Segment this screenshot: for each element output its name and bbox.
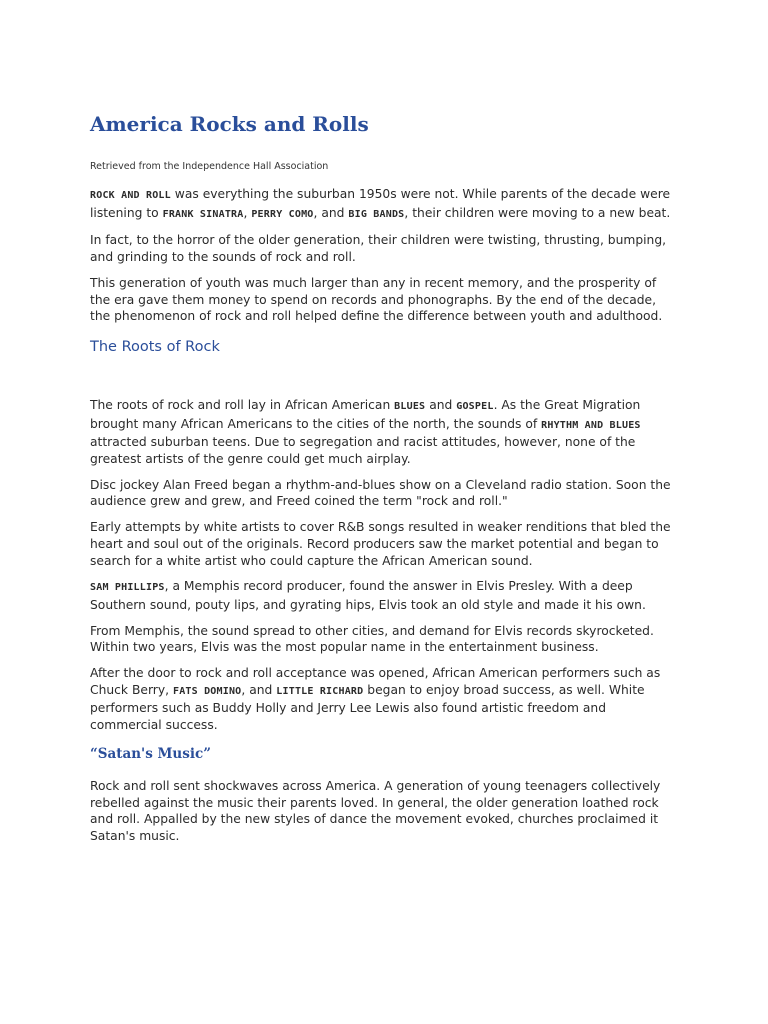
text-run: From Memphis, the sound spread to other cities, and demand for Elvis records skyrocketed. Within two years, Elvis was the most popular name in the entertainment business. (90, 623, 654, 655)
text-run: , (243, 205, 252, 220)
satans-music-section (90, 778, 678, 845)
paragraph (90, 778, 678, 845)
section-heading-satans-music: “Satan's Music” (90, 745, 211, 762)
paragraph (90, 397, 678, 468)
text-run: After the door to rock and roll acceptance was opened, African American performers such as Chuck Berry, (90, 666, 661, 697)
section-heading-roots-of-rock: The Roots of Rock (90, 338, 220, 355)
roots-section (90, 397, 678, 734)
name-highlight: BIG BANDS (348, 208, 405, 220)
name-highlight: SAM PHILLIPS (90, 582, 165, 594)
name-highlight: GOSPEL (456, 400, 494, 412)
name-highlight: LITTLE RICHARD (276, 685, 364, 697)
source-note: Retrieved from the Independence Hall Association (90, 161, 329, 172)
paragraph (90, 665, 678, 734)
paragraph (90, 232, 678, 265)
text-run: Early attempts by white artists to cover R&B songs resulted in weaker renditions that bled the heart and soul out of the originals. Record producers saw the market potential and began to search for a white artist who could capture the African American sound. (90, 520, 671, 568)
paragraph (90, 578, 678, 613)
name-highlight: FATS DOMINO (172, 685, 242, 697)
text-run: , a Memphis record producer, found the answer in Elvis Presley. With a deep Southern sound, pouty lips, and gyrating hips, Elvis took an old style and made it his own. (90, 579, 646, 612)
name-highlight: RHYTHM AND BLUES (541, 419, 641, 431)
text-run: and (425, 397, 457, 412)
paragraph (90, 275, 678, 325)
text-run: Disc jockey Alan Freed began a rhythm-and-blues show on a Cleveland radio station. Soon the audience grew and grew, and Freed coined the term "rock and roll." (90, 477, 671, 509)
page-title: America Rocks and Rolls (90, 112, 369, 136)
text-run: , and (241, 682, 277, 697)
name-highlight: PERRY COMO (251, 208, 314, 220)
text-run: attracted suburban teens. Due to segregation and racist attitudes, however, none of the greatest artists of the genre could get much airplay. (90, 435, 636, 467)
paragraph (90, 186, 678, 223)
paragraph (90, 477, 678, 510)
name-highlight: BLUES (394, 400, 426, 412)
text-run: Rock and roll sent shockwaves across America. A generation of young teenagers collectively rebelled against the music their parents loved. In general, the older generation loathed rock and roll. Appalled by the new styles of dance the movement evoked, churches proclaimed it Satan's music. (90, 778, 661, 843)
paragraph (90, 519, 678, 569)
text-run: was everything the suburban 1950s were not. While parents of the decade were listening to (90, 187, 671, 220)
text-run: The roots of rock and roll lay in African American (90, 397, 395, 412)
text-run: This generation of youth was much larger than any in recent memory, and the prosperity of the era gave them money to spend on records and phonographs. By the end of the decade, the phenomenon of rock and roll helped define the difference between youth and adulthood. (90, 275, 663, 324)
article-body (90, 108, 678, 854)
text-run: began to enjoy broad success, as well. White performers such as Buddy Holly and Jerry Lee Lewis also found artistic freedom and commercial success. (90, 682, 645, 733)
paragraph (90, 623, 678, 656)
name-highlight: FRANK SINATRA (162, 208, 244, 220)
name-highlight: ROCK AND ROLL (90, 190, 171, 201)
intro-section (90, 186, 678, 325)
text-run: , and (313, 205, 349, 220)
text-run: . As the Great Migration brought many African Americans to the cities of the north, the sounds of (90, 397, 641, 431)
text-run: In fact, to the horror of the older generation, their children were twisting, thrusting, bumping, and grinding to the sounds of rock and roll. (90, 233, 667, 265)
text-run: , their children were moving to a new beat. (404, 205, 671, 220)
